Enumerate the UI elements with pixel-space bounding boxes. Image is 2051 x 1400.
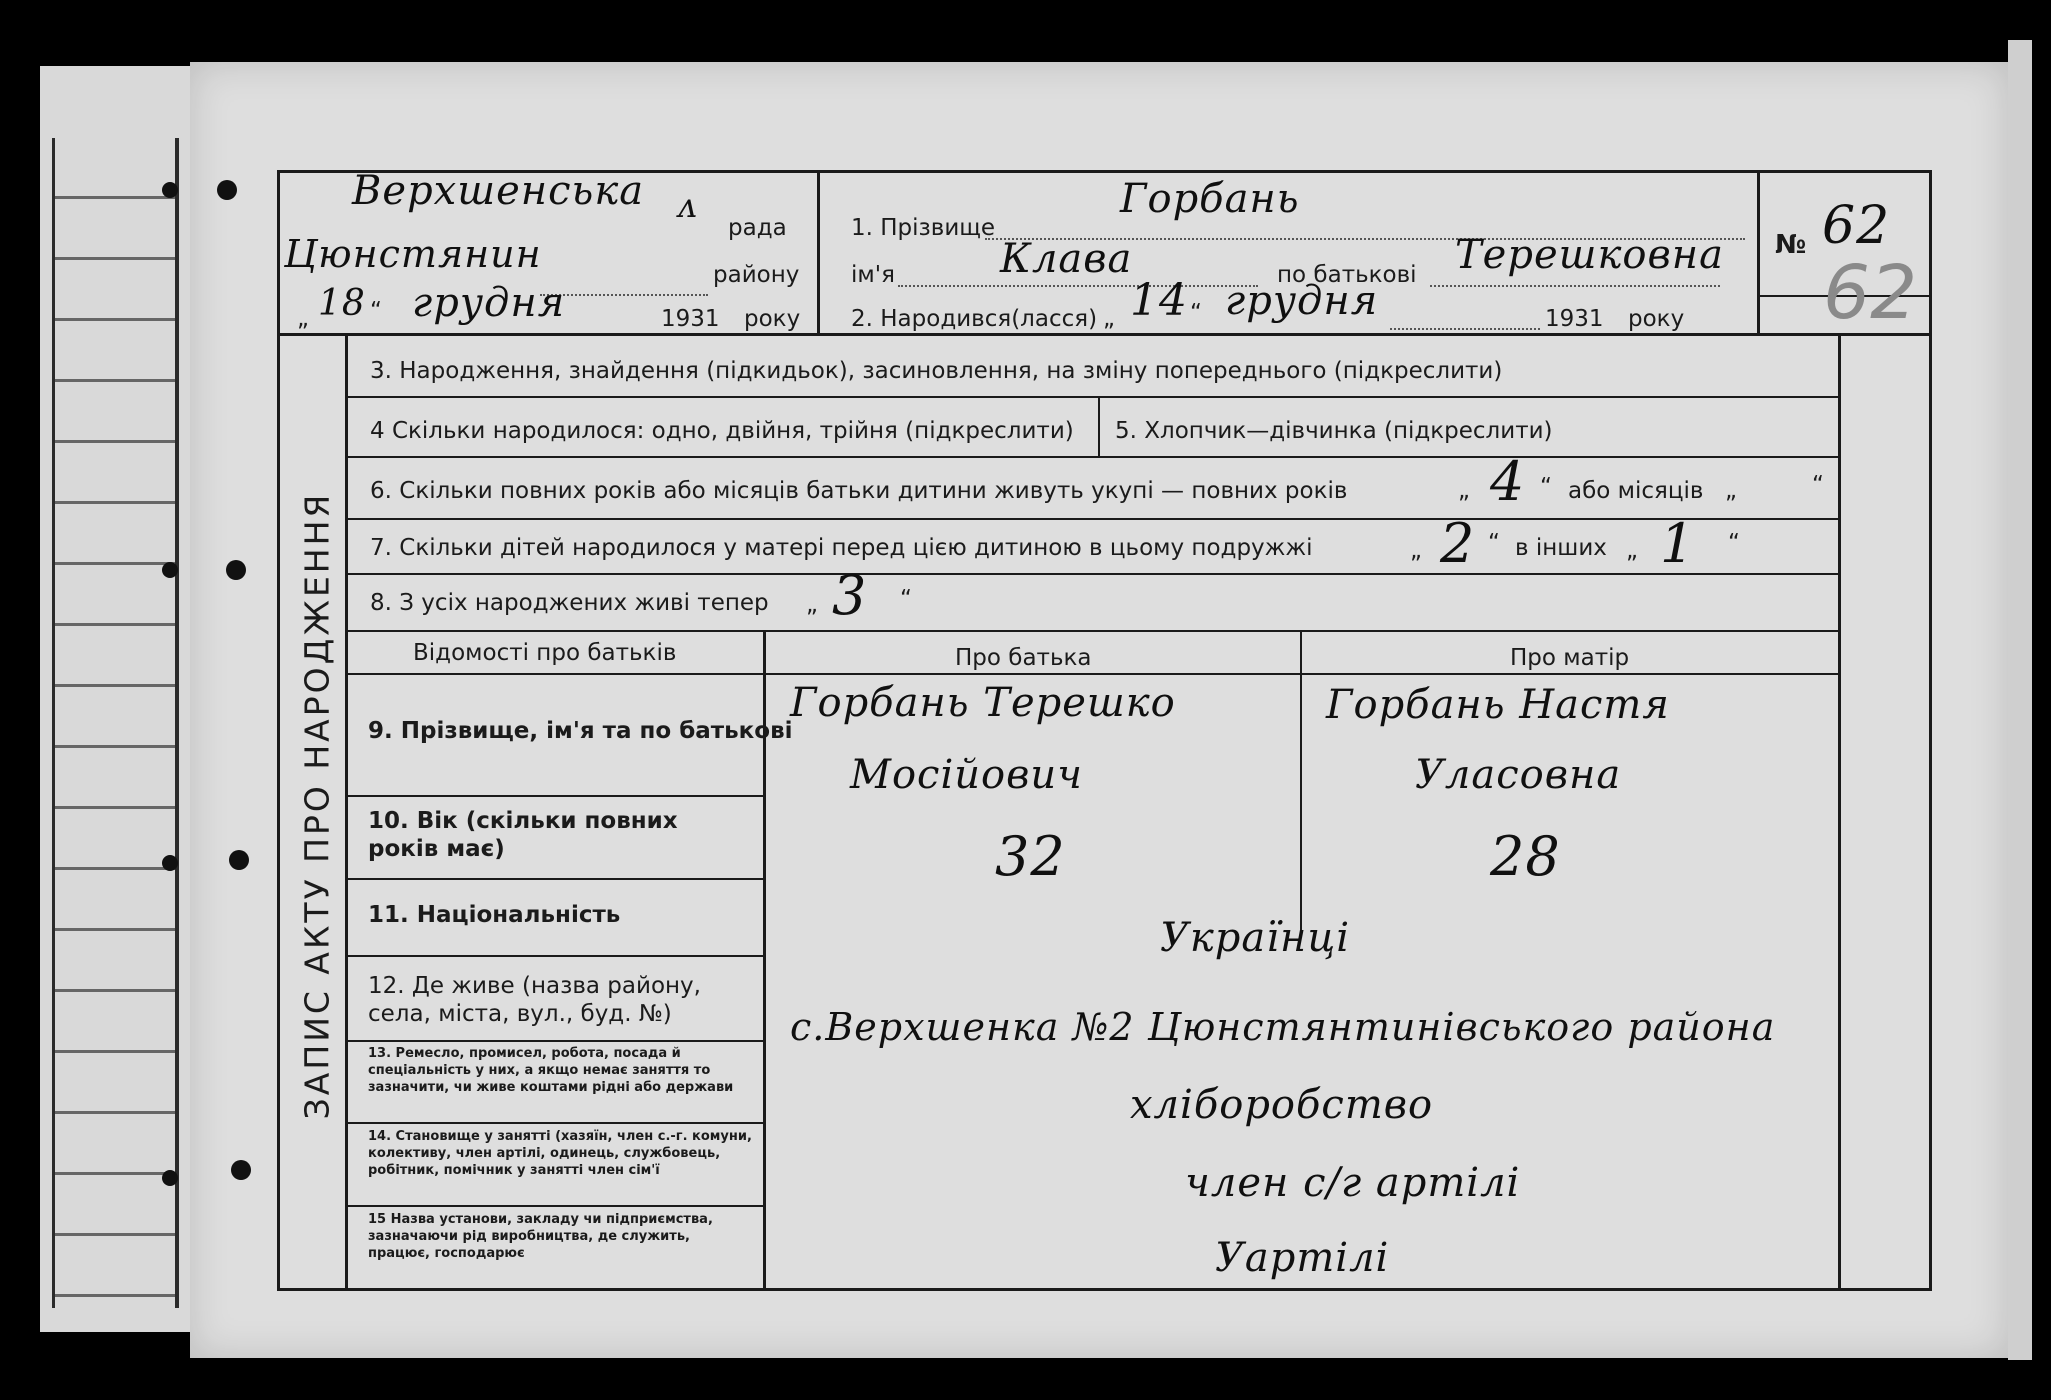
row5: 5. Хлопчик—дівчинка (підкреслити): [1115, 418, 1553, 444]
punch-hole: [229, 850, 249, 870]
dotted-line: [1390, 328, 1540, 330]
row-line: [345, 955, 765, 957]
row14-label: 14. Становище у занятті (хазяїн, член с.-г. комуни, колективу, член артілі, одинець, службовець, робітник, помічник у занятті член сім'ї: [368, 1129, 752, 1178]
nationality: Українці: [1160, 915, 1351, 961]
born-suffix: року: [1628, 306, 1685, 332]
row-line: [345, 795, 765, 797]
binder-hole: [162, 562, 178, 578]
row-line: [345, 518, 1840, 520]
date-year: 1931: [661, 306, 720, 332]
binder-hole: [162, 182, 178, 198]
stamp-number: 62: [1823, 250, 1918, 336]
mother-name-2: Уласовна: [1415, 752, 1622, 798]
row-line: [345, 1205, 765, 1207]
surname-label: 1. Прізвище: [851, 215, 996, 241]
header-col-divider: [817, 170, 820, 335]
position: член с/г артілі: [1185, 1160, 1521, 1206]
father-age: 32: [995, 825, 1066, 888]
col-mother-header: Про матір: [1510, 645, 1630, 671]
born-month: грудня: [1225, 278, 1379, 324]
col-info-header: Відомості про батьків: [413, 640, 677, 666]
next-page-edge: [2008, 40, 2032, 1360]
workplace: Уартілі: [1215, 1235, 1390, 1281]
row6-years: 4: [1490, 450, 1526, 513]
header-divider: [277, 333, 1932, 336]
row6-months-label: або місяців: [1568, 478, 1704, 504]
dotted-line: [1430, 285, 1720, 287]
date-day: 18: [318, 283, 366, 324]
row7-value: 2: [1440, 512, 1476, 575]
row-line: [345, 630, 1840, 632]
binder-hole: [162, 855, 178, 871]
row-line: [345, 396, 1840, 398]
row8-value: 3: [832, 564, 868, 627]
rayon-value: Цюнстянин: [284, 232, 542, 276]
child-patronymic: Терешковна: [1455, 232, 1724, 278]
row8-text: 8. З усіх народжених живі тепер: [370, 590, 769, 616]
rada-value: Верхшенська: [352, 168, 645, 214]
punch-hole: [226, 560, 246, 580]
row4-divider: [1098, 398, 1100, 458]
row-line: [345, 1122, 765, 1124]
mother-name-1: Горбань Настя: [1326, 682, 1670, 728]
dotted-line: [898, 285, 1258, 287]
address: с.Верхшенка №2 Цюнстянтинівського района: [790, 1005, 1776, 1049]
occupation: хліборобство: [1130, 1082, 1434, 1128]
father-mother-divider: [1300, 630, 1302, 935]
row13-label: 13. Ремесло, промисел, робота, посада й спеціальність у них, а якщо немає заняття то зазначити, чи живе коштами рідні або держави: [368, 1046, 734, 1095]
adjacent-page-lines: [52, 138, 179, 1308]
row-line: [345, 573, 1840, 575]
row4: 4 Скільки народилося: одно, двійня, трійня (підкреслити): [370, 418, 1074, 444]
row9-label: 9. Прізвище, ім'я та по батькові: [368, 718, 793, 744]
row10-label: 10. Вік (скільки повних років має): [368, 808, 678, 862]
patronymic-label: по батькові: [1277, 262, 1417, 288]
row7-text: 7. Скільки дітей народилося у матері перед цією дитиною в цьому подружжі: [370, 535, 1313, 561]
father-name-1: Горбань Терешко: [790, 680, 1176, 726]
row3: 3. Народження, знайдення (підкидьок), засиновлення, на зміну попереднього (підкреслити): [370, 358, 1503, 384]
record-number: 62: [1822, 196, 1891, 256]
binder-hole: [162, 1170, 178, 1186]
date-month: грудня: [412, 280, 566, 326]
born-day: 14: [1130, 275, 1188, 326]
row-line: [345, 878, 765, 880]
side-col-divider: [345, 335, 348, 1291]
rayon-label: району: [713, 262, 800, 288]
mother-age: 28: [1490, 825, 1561, 888]
row7-other-label: в інших: [1515, 535, 1607, 561]
born-year: 1931: [1545, 306, 1604, 332]
number-label: №: [1775, 230, 1807, 260]
row12-label: 12. Де живе (назва району, села, міста, вул., буд. №): [368, 973, 701, 1027]
row15-label: 15 Назва установи, закладу чи підприємства, зазначаючи рід виробництва, де служить, працює, господарює: [368, 1212, 713, 1261]
right-col-divider: [1838, 335, 1841, 1291]
child-surname: Горбань: [1120, 176, 1300, 222]
row7-other-value: 1: [1660, 512, 1696, 575]
col-father-header: Про батька: [955, 645, 1092, 671]
punch-hole: [231, 1160, 251, 1180]
header-col-divider: [1757, 170, 1760, 335]
date-suffix: року: [744, 306, 801, 332]
row-line: [345, 456, 1840, 458]
punch-hole: [217, 180, 237, 200]
born-label: 2. Народився(ласся): [851, 306, 1098, 332]
row-line: [345, 1040, 765, 1042]
side-title: ЗАПИС АКТУ ПРО НАРОДЖЕННЯ: [297, 491, 337, 1119]
child-name: Клава: [1000, 236, 1133, 282]
row11-label: 11. Національність: [368, 902, 621, 928]
name-label: ім'я: [851, 262, 895, 288]
row6-text: 6. Скільки повних років або місяців батьки дитини живуть укупі — повних років: [370, 478, 1348, 504]
father-name-2: Мосійович: [850, 752, 1084, 798]
row-line: [345, 673, 1840, 675]
rada-label: рада: [728, 215, 787, 241]
